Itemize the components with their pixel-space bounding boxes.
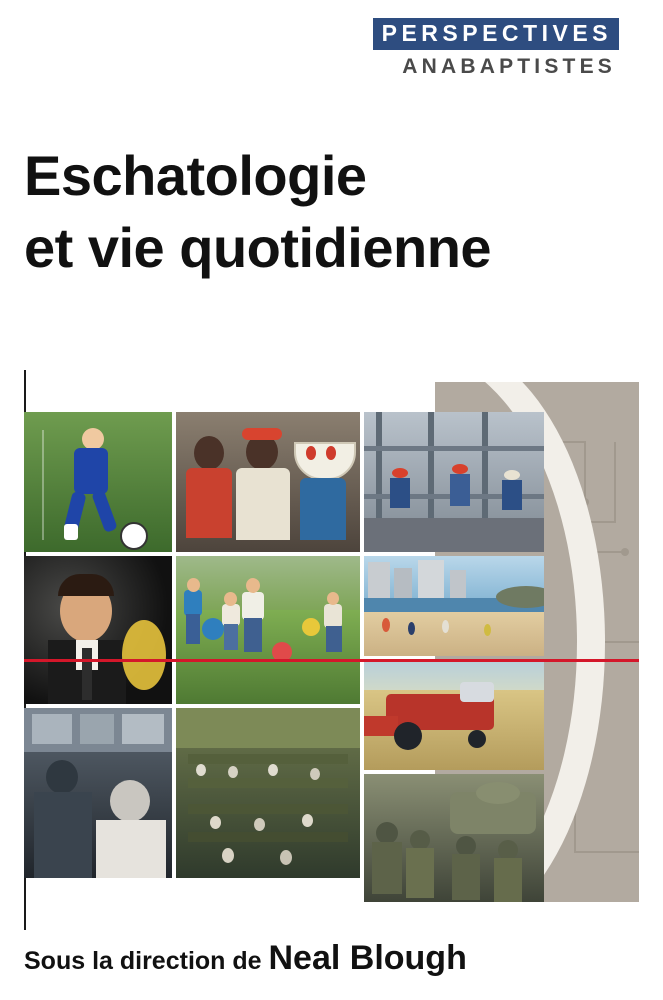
series-badge — [373, 18, 619, 77]
series-name-primary: PERSPECTIVES — [373, 18, 619, 50]
photo-construction-workers — [364, 412, 544, 552]
photo-airplane-cockpit — [24, 708, 172, 878]
red-accent-rule — [24, 659, 639, 662]
editor-credit-prefix: Sous la direction de — [24, 947, 269, 975]
editor-credit — [24, 939, 639, 978]
photo-beach-resort — [364, 556, 544, 656]
photo-african-women-market — [176, 412, 360, 552]
cover-photo-collage — [24, 382, 639, 902]
book-title-line-2: et vie quotidienne — [24, 215, 492, 279]
photo-family-playing-balloons — [176, 556, 360, 704]
photo-soccer-player — [24, 412, 172, 552]
photo-combine-harvester — [364, 660, 544, 770]
book-title — [24, 140, 624, 283]
cover-footer — [24, 939, 639, 978]
book-title-line-1: Eschatologie — [24, 144, 367, 207]
series-name-secondary: ANABAPTISTES — [402, 55, 616, 78]
photo-grid — [24, 382, 544, 902]
photo-businessman-portrait — [24, 556, 172, 704]
editor-name: Neal Blough — [268, 939, 467, 977]
photo-stock-exchange-floor — [176, 708, 360, 878]
photo-military-soldiers — [364, 774, 544, 902]
